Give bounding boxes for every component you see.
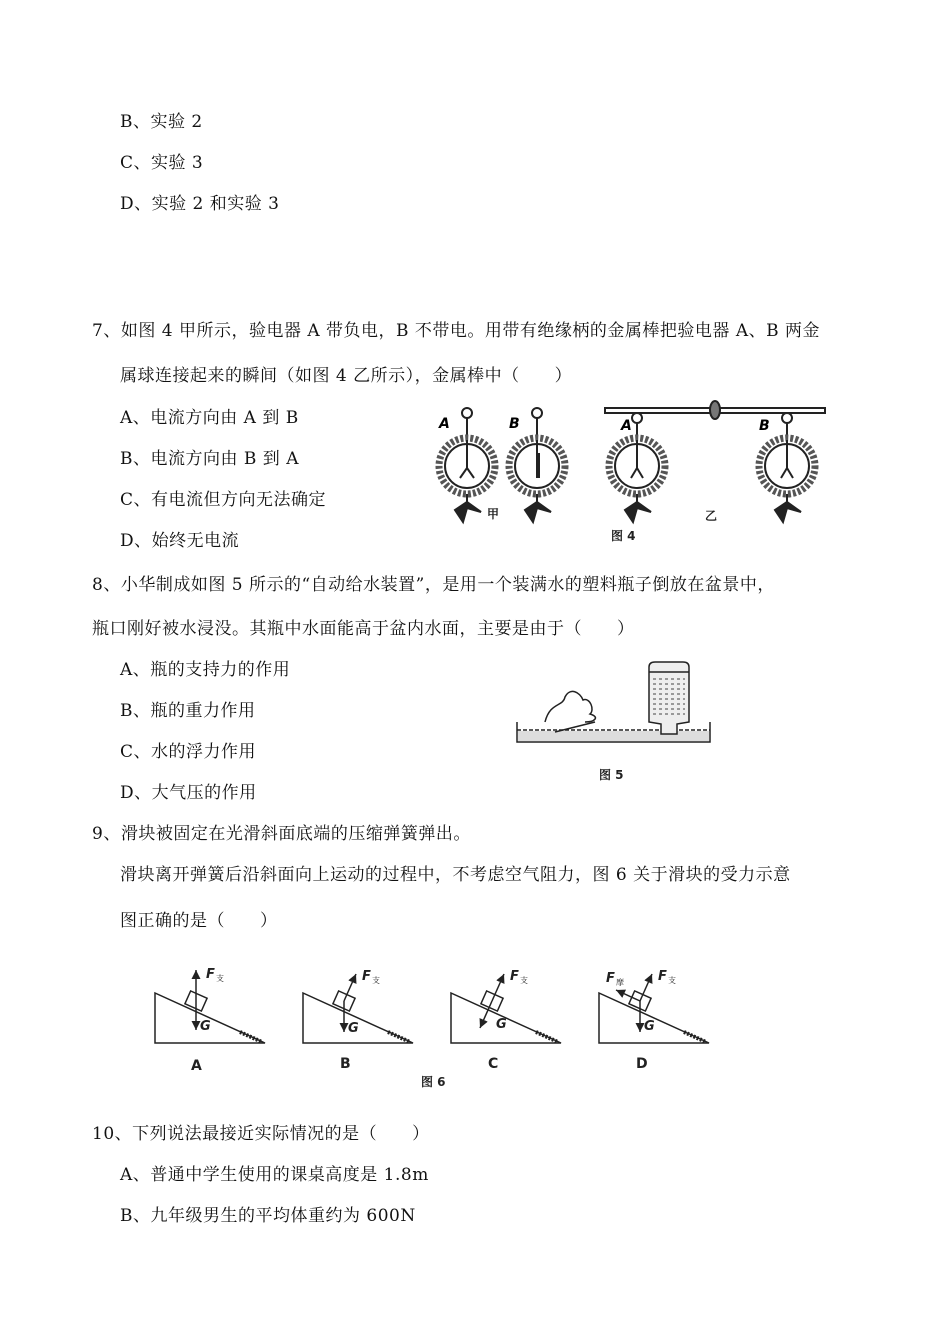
q7-option-a: A、电流方向由 A 到 B [120,408,299,428]
q8-stem-line1: 8、小华制成如图 5 所示的“自动给水装置”，是用一个装满水的塑料瓶子倒放在盆景中， [92,575,775,595]
fig6-d-gravity-label: G [644,1019,655,1034]
q7-option-b: B、电流方向由 B 到 A [120,449,299,469]
fig4-label-b-yi: B [759,418,770,434]
q8-option-b: B、瓶的重力作用 [120,701,256,721]
figure-5-auto-watering [515,662,715,787]
q8-option-a: A、瓶的支持力的作用 [120,660,291,680]
q10-option-b: B、九年级男生的平均体重约为 600N [120,1206,416,1226]
q6-option-d: D、实验 2 和实验 3 [120,194,280,214]
fig4-label-a-yi: A [621,418,632,434]
q8-option-c: C、水的浮力作用 [120,742,257,762]
q6-option-b: B、实验 2 [120,112,203,132]
figure-6-incline-forces [150,958,720,1093]
fig6-label-b: B [340,1056,351,1072]
q6-option-c: C、实验 3 [120,153,204,173]
fig6-label-d: D [636,1056,648,1072]
fig6-b-support-label: F [362,969,371,984]
fig6-c-support-label: F [510,969,519,984]
q7-stem-line2: 属球连接起来的瞬间（如图 4 乙所示），金属棒中（ ） [120,366,573,386]
electroscope-a-yi [609,413,665,522]
q8-stem-line2: 瓶口刚好被水浸没。其瓶中水面能高于盆内水面，主要是由于（ ） [92,619,635,639]
q7-stem-line1: 7、如图 4 甲所示，验电器 A 带负电，B 不带电。用带有绝缘柄的金属棒把验电器 A、B 两金 [92,321,820,341]
fig6-c-gravity-label: G [496,1017,507,1032]
fig6-label-c: C [488,1056,499,1072]
q7-option-c: C、有电流但方向无法确定 [120,490,327,510]
fig6-label-a: A [191,1058,202,1074]
fig6-a-support-sub: 支 [216,974,224,983]
fig6-d-friction-sub: 摩 [616,978,624,987]
fig6-a-support-label: F [206,967,215,982]
q10-option-a: A、普通中学生使用的课桌高度是 1.8m [120,1165,429,1185]
fig4-label-a-jia: A [439,416,450,432]
fig4-label-b-jia: B [509,416,520,432]
fig6-b-gravity-label: G [348,1021,359,1036]
fig4-caption: 图 4 [611,529,636,543]
fig6-caption: 图 6 [421,1075,446,1089]
fig6-d-support-label: F [658,969,667,984]
q9-stem-line1: 9、滑块被固定在光滑斜面底端的压缩弹簧弹出。 [92,824,471,844]
fig6-d-support-sub: 支 [668,976,676,985]
fig6-option-c [451,974,561,1043]
fig6-a-gravity-label: G [200,1019,211,1034]
fig6-b-support-sub: 支 [372,976,380,985]
q9-stem-line3: 图正确的是（ ） [120,911,278,931]
fig4-label-yi: 乙 [705,509,718,523]
q9-stem-line2: 滑块离开弹簧后沿斜面向上运动的过程中，不考虑空气阻力，图 6 关于滑块的受力示意 [120,865,791,885]
fig4-label-jia: 甲 [487,507,500,521]
fig6-c-support-sub: 支 [520,976,528,985]
q7-option-d: D、始终无电流 [120,531,240,551]
fig5-caption: 图 5 [599,768,624,782]
fig6-d-friction-label: F [606,971,615,986]
figure-4-electroscopes [425,398,835,548]
q10-stem: 10、下列说法最接近实际情况的是（ ） [92,1124,430,1144]
q8-option-d: D、大气压的作用 [120,783,257,803]
